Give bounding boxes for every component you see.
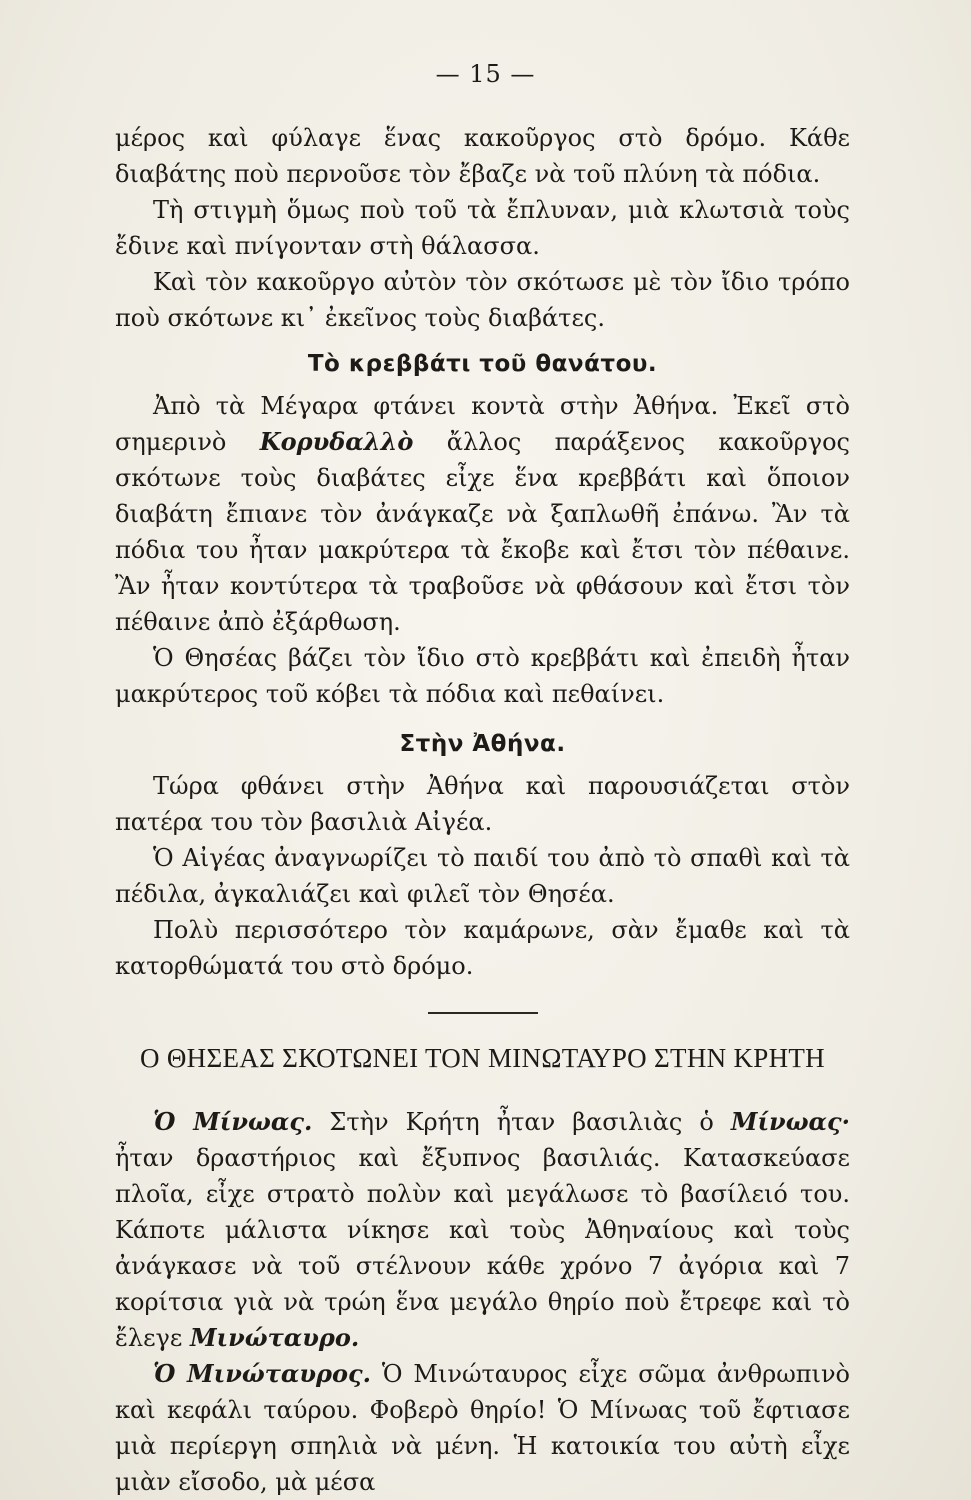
- person-name: Μίνωας·: [730, 1106, 850, 1136]
- page-number: — 15 —: [435, 60, 536, 88]
- place-name: Κορυδαλλὸ: [259, 427, 414, 456]
- section-label: Ὁ Μινώταυρος.: [153, 1358, 371, 1388]
- paragraph-minos: [115, 1104, 850, 1356]
- paragraph: Τώρα φθάνει στὴν Ἀθήνα καὶ παρουσιάζεται στὸν πατέρα του τὸν βασιλιὰ Αἰγέα.: [115, 772, 850, 836]
- paragraph-text: Στὴν Κρήτη ἦταν βασιλιὰς ὁ: [329, 1107, 714, 1136]
- paragraph: μέρος καὶ φύλαγε ἕνας κακοῦργος στὸ δρόμο. Κάθε διαβάτης ποὺ περνοῦσε τὸν ἔβαζε νὰ τοῦ πλύνη τὰ πόδια.: [115, 124, 850, 188]
- creature-name: Μινώταυρο.: [189, 1322, 360, 1352]
- paragraph: Πολὺ περισσότερο τὸν καμάρωνε, σὰν ἔμαθε καὶ τὰ κατορθώματά του στὸ δρόμο.: [115, 916, 850, 980]
- paragraph: Καὶ τὸν κακοῦργο αὐτὸν τὸν σκότωσε μὲ τὸν ἴδιο τρόπο ποὺ σκότωνε κι᾽ ἐκεῖνος τοὺς διαβάτες.: [115, 268, 850, 332]
- section-label: Ὁ Μίνωας.: [153, 1106, 313, 1136]
- paragraph: Τὴ στιγμὴ ὅμως ποὺ τοῦ τὰ ἔπλυναν, μιὰ κλωτσιὰ τοὺς ἔδινε καὶ πνίγονταν στὴ θάλασσα.: [115, 196, 850, 260]
- paragraph-text: Ὁ Μινώταυρος εἶχε σῶμα ἀνθρωπινὸ καὶ κεφάλι ταύρου. Φοβερὸ θηρίο! Ὁ Μίνωας τοῦ ἔφτιασε μιὰ περίεργη σπηλιὰ νὰ μένη. Ἡ κατοικία του αὐτὴ εἶχε μιὰν εἴσοδο, μὰ μέσα: [115, 1359, 850, 1496]
- paragraph-text: Ἀπὸ τὰ Μέγαρα φτάνει κοντὰ στὴν Ἀθήνα. Ἐκεῖ στὸ σημερινὸ: [115, 392, 850, 456]
- page-body: [115, 120, 850, 1500]
- paragraph-minotaur: [115, 1356, 850, 1500]
- paragraph-korydallos: [115, 388, 850, 640]
- chapter-title: Ο ΘΗΣΕΑΣ ΣΚΟΤΩΝΕΙ ΤΟΝ ΜΙΝΩΤΑΥΡΟ ΣΤΗΝ ΚΡΗΤΗ: [140, 1042, 825, 1073]
- paragraph-text: ἄλλος παράξενος κακοῦργος σκότωνε τοὺς διαβάτες εἶχε ἕνα κρεββάτι καὶ ὅποιον διαβάτη ἔπιανε τὸν ἀνάγκαζε νὰ ξαπλωθῆ ἐπάνω. Ἂν τὰ πόδια του ἦταν μακρύτερα τὰ ἔκοβε καὶ ἔτσι τὸν πέθαινε. Ἂν ἦταν κοντύτερα τὰ τραβοῦσε νὰ φθάσουν καὶ ἔτσι τὸν πέθαινε ἀπὸ ἐξάρθωση.: [115, 428, 850, 636]
- section-heading-athens: Στὴν Ἀθήνα.: [399, 731, 566, 757]
- paragraph: Ὁ Αἰγέας ἀναγνωρίζει τὸ παιδί του ἀπὸ τὸ σπαθὶ καὶ τὰ πέδιλα, ἀγκαλιάζει καὶ φιλεῖ τὸν Θησέα.: [115, 844, 850, 908]
- paragraph: Ὁ Θησέας βάζει τὸν ἴδιο στὸ κρεββάτι καὶ ἐπειδὴ ἦταν μακρύτερος τοῦ κόβει τὰ πόδια καὶ πεθαίνει.: [115, 644, 850, 708]
- paragraph-text: ἦταν δραστήριος καὶ ἔξυπνος βασιλιάς. Κατασκεύασε πλοῖα, εἶχε στρατὸ πολὺν καὶ μεγάλωσε τὸ βασίλειό του. Κάποτε μάλιστα νίκησε καὶ τοὺς Ἀθηναίους καὶ τοὺς ἀνάγκασε νὰ τοῦ στέλνουν κάθε χρόνο 7 ἀγόρια καὶ 7 κορίτσια γιὰ νὰ τρώη ἕνα μεγάλο θηρίο ποὺ ἔτρεφε καὶ τὸ ἔλεγε: [115, 1143, 850, 1352]
- section-heading-deathbed: Τὸ κρεββάτι τοῦ θανάτου.: [307, 351, 658, 377]
- section-divider: [428, 1012, 538, 1014]
